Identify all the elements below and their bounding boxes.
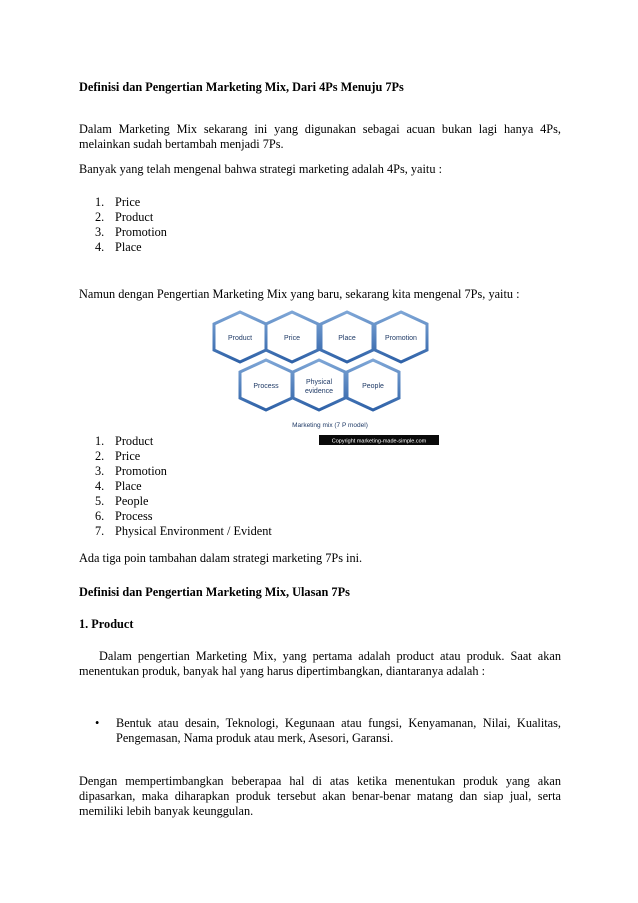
list-item: 1. Price bbox=[95, 195, 141, 209]
hexagon-label: Product bbox=[227, 335, 253, 342]
list-item: 5. People bbox=[95, 494, 149, 508]
hexagon-label: Process bbox=[253, 383, 279, 390]
paragraph-conclusion: Dengan mempertimbangkan beberapaa hal di atas ketika menentukan produk yang akan dipasarkan, maka diharapkan produk tersebut akan benar-benar matang dan siap jual, serta memiliki lebih banyak keunggulan. bbox=[79, 774, 561, 818]
list-item: 6. Process bbox=[95, 509, 153, 523]
list-item: 4. Place bbox=[95, 479, 142, 493]
list-item: 4. Place bbox=[95, 240, 142, 254]
list-item: 1. Product bbox=[95, 434, 154, 448]
list-item: 7. Physical Environment / Evident bbox=[95, 524, 272, 538]
paragraph-additional-points: Ada tiga poin tambahan dalam strategi marketing 7Ps ini. bbox=[79, 551, 363, 565]
hexagon-label: Physical bbox=[305, 379, 333, 386]
hexagon-label: People bbox=[362, 383, 384, 390]
hexagon-label: Price bbox=[284, 335, 300, 342]
bullet-icon: • bbox=[95, 716, 100, 730]
list-item: 2. Price bbox=[95, 449, 141, 463]
section-heading: Definisi dan Pengertian Marketing Mix, Ulasan 7Ps bbox=[79, 585, 350, 599]
list-item: 2. Product bbox=[95, 210, 154, 224]
hexagon-label: Place bbox=[338, 335, 356, 342]
list-item: 3. Promotion bbox=[95, 464, 167, 478]
bullet-item-product-aspects: Bentuk atau desain, Teknologi, Kegunaan atau fungsi, Kenyamanan, Nilai, Kualitas, Pengemasan, Nama produk atau merk, Asesori, Garansi. bbox=[116, 716, 561, 745]
paragraph-intro: Dalam Marketing Mix sekarang ini yang digunakan sebagai acuan bukan lagi hanya 4Ps, melainkan sudah bertambah menjadi 7Ps. bbox=[79, 122, 561, 151]
subsection-heading: 1. Product bbox=[79, 617, 134, 631]
marketing-mix-diagram bbox=[202, 304, 442, 454]
copyright-text: Copyright marketing-made-simple.com bbox=[331, 438, 427, 445]
paragraph-7ps-intro: Namun dengan Pengertian Marketing Mix yang baru, sekarang kita mengenal 7Ps, yaitu : bbox=[79, 287, 520, 301]
hexagon-label: evidence bbox=[304, 388, 334, 395]
paragraph-4ps-intro: Banyak yang telah mengenal bahwa strategi marketing adalah 4Ps, yaitu : bbox=[79, 162, 442, 176]
document-title: Definisi dan Pengertian Marketing Mix, Dari 4Ps Menuju 7Ps bbox=[79, 80, 404, 94]
hexagon-label: Promotion bbox=[385, 335, 417, 342]
list-item: 3. Promotion bbox=[95, 225, 167, 239]
diagram-caption: Marketing mix (7 P model) bbox=[292, 422, 368, 429]
paragraph-product: Dalam pengertian Marketing Mix, yang pertama adalah product atau produk. Saat akan menentukan produk, banyak hal yang harus dipertimbangkan, diantaranya adalah : bbox=[79, 649, 561, 678]
